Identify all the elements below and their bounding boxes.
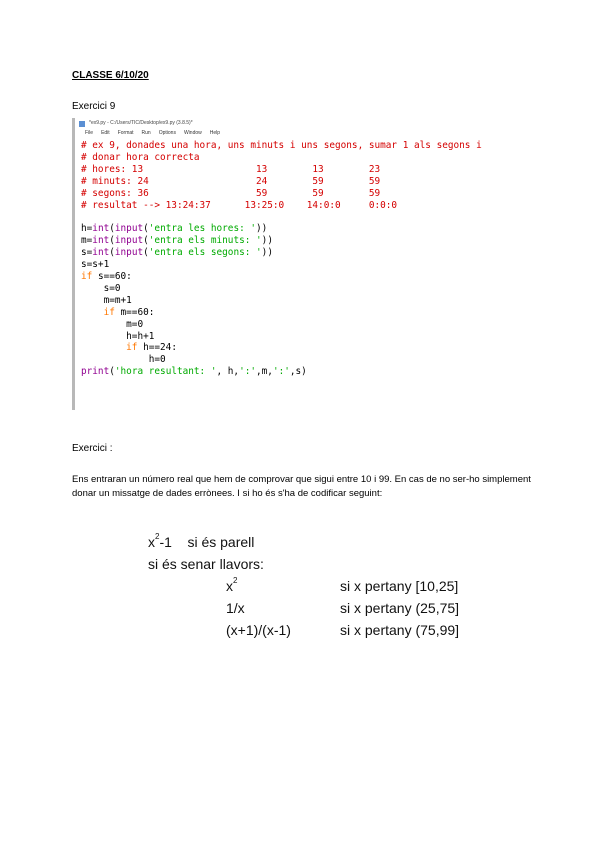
code-comment: # hores: 13 13 13 23	[81, 163, 381, 175]
editor-menubar	[75, 129, 550, 138]
menu-options: Options	[158, 130, 176, 136]
editor-window-title: *ex9.py - C:/Users/TIC/Desktop/ex9.py (3.8.5)*	[89, 120, 193, 126]
code-line: h=int(input('entra les hores: '))	[81, 223, 268, 235]
code-line: h=h+1	[81, 330, 155, 342]
code-comment: # donar hora correcta	[81, 151, 200, 163]
menu-run: Run	[141, 130, 151, 136]
code-listing	[81, 140, 482, 378]
code-line: print('hora resultant: ', h,':',m,':',s)	[81, 366, 307, 378]
code-comment: # minuts: 24 24 59 59	[81, 175, 381, 187]
code-line: m=m+1	[81, 294, 132, 306]
menu-window: Window	[183, 130, 202, 136]
formula-expr: $x^2$	[226, 576, 238, 594]
menu-help: Help	[209, 130, 221, 136]
python-icon	[79, 121, 85, 127]
menu-format: Format	[117, 130, 134, 136]
exercise-statement: Ens entraran un número real que hem de comprovar que sigui entre 10 i 99. En cas de no ser-ho simplement donar un missatge de dades errònees. I si ho és s'ha de codificar seguint:	[72, 474, 531, 499]
code-editor-screenshot	[72, 118, 550, 410]
exercise-heading: Exercici :	[72, 443, 113, 454]
menu-file: File	[85, 130, 94, 136]
code-line: s=int(input('entra els segons: '))	[81, 247, 273, 259]
menu-edit: Edit	[101, 130, 110, 136]
formula-expr: 1/x	[226, 600, 245, 616]
code-line: s=s+1	[81, 259, 110, 271]
code-line: h=0	[81, 354, 166, 366]
formula-odd-intro: si és senar llavors:	[148, 556, 264, 572]
exercise-9-heading: Exercici 9	[72, 101, 116, 112]
code-line: if s==60:	[81, 270, 132, 282]
code-line: if m==60:	[81, 306, 155, 318]
piecewise-formula	[148, 534, 508, 644]
page-title: CLASSE 6/10/20	[72, 70, 149, 81]
code-comment: # segons: 36 59 59 59	[81, 187, 381, 199]
formula-condition: si x pertany [10,25]	[340, 578, 459, 594]
code-comment: # ex 9, donades una hora, uns minuts i uns segons, sumar 1 als segons i	[81, 140, 482, 151]
formula-condition: si x pertany (75,99]	[340, 622, 460, 638]
code-line: m=int(input('entra els minuts: '))	[81, 235, 273, 247]
editor-titlebar	[75, 118, 550, 129]
formula-even-case: $x^2-1$ si és parell	[148, 532, 255, 550]
formula-expr: (x+1)/(x-1)	[226, 622, 291, 638]
formula-condition: si x pertany (25,75]	[340, 600, 460, 616]
code-line: s=0	[81, 282, 121, 294]
code-line: m=0	[81, 318, 144, 330]
code-line: if h==24:	[81, 342, 177, 354]
code-comment: # resultat --> 13:24:37 13:25:0 14:0:0 0:0:0	[81, 199, 398, 211]
